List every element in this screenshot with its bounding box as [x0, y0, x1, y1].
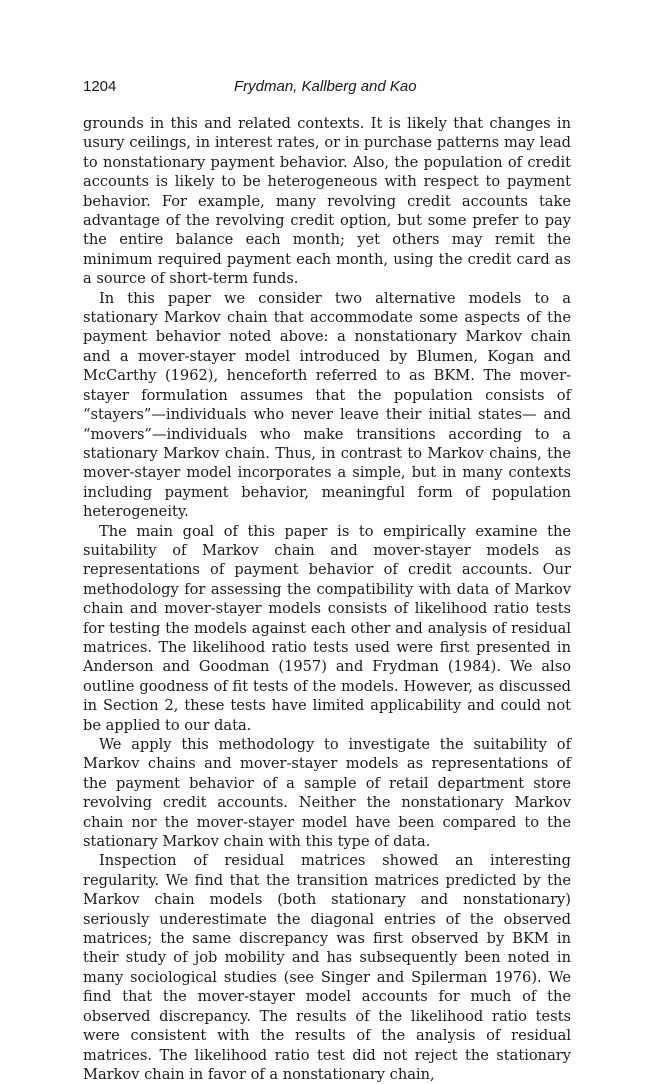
page-number: 1204 — [83, 78, 117, 95]
paragraph: The main goal of this paper is to empirically examine the suitability of Markov chain and mover-stayer models as representations of payment behavior of credit accounts. Our methodology for assessing the compatibility with data of Markov chain and mover-stayer models consists of likelihood ratio tests for testing the models against each other and analysis of residual matrices. The likelihood ratio tests used were first presented in Anderson and Goodman (1957) and Frydman (1984). We also outline goodness of fit tests of the models. However, as discussed in Section 2, these tests have limited applicability and could not be applied to our data. — [83, 522, 571, 734]
paragraph: In this paper we consider two alternative models to a stationary Markov chain that accommodate some aspects of the payment behavior noted above: a nonstationary Markov chain and a mover-stayer model introduced by Blumen, Kogan and McCarthy (1962), henceforth referred to as BKM. The mover-stayer formulation assumes that the population consists of “stayers”—individuals who never leave their initial states— and “movers”—individuals who make transitions according to a stationary Markov chain. Thus, in contrast to Markov chains, the mover-stayer model incorporates a simple, but in many contexts including payment behavior, meaningful form of population heterogeneity. — [83, 289, 571, 521]
paragraph: grounds in this and related contexts. It is likely that changes in usury ceilings, in interest rates, or in purchase patterns may lead to nonstationary payment behavior. Also, the population of credit accounts is likely to be heterogeneous with respect to payment behavior. For example, many revolving credit accounts take advantage of the revolving credit option, but some prefer to pay the entire balance each month; yet others may remit the minimum required payment each month, using the credit card as a source of short-term funds. — [83, 115, 571, 288]
paragraph: Inspection of residual matrices showed an interesting regularity. We find that the transition matrices predicted by the Markov chain models (both stationary and nonstationary) seriously underestimate the diagonal entries of the observed matrices; the same discrepancy was first observed by BKM in their study of job mobility and has subsequently been noted in many sociological studies (see Singer and Spilerman 1976). We find that the mover-stayer model accounts for much of the observed discrepancy. The results of the likelihood ratio tests were consistent with the results of the analysis of residual matrices. The likelihood ratio test did not reject the stationary Markov chain in favor of a nonstationary chain, — [83, 852, 571, 1083]
page-header — [83, 78, 571, 100]
paragraph: We apply this methodology to investigate the suitability of Markov chains and mover-stayer models as representations of the payment behavior of a sample of retail department store revolving credit accounts. Neither the nonstationary Markov chain nor the mover-stayer model have been compared to the stationary Markov chain with this type of data. — [83, 736, 571, 851]
body-text — [83, 114, 571, 1084]
running-title: Frydman, Kallberg and Kao — [234, 78, 417, 95]
